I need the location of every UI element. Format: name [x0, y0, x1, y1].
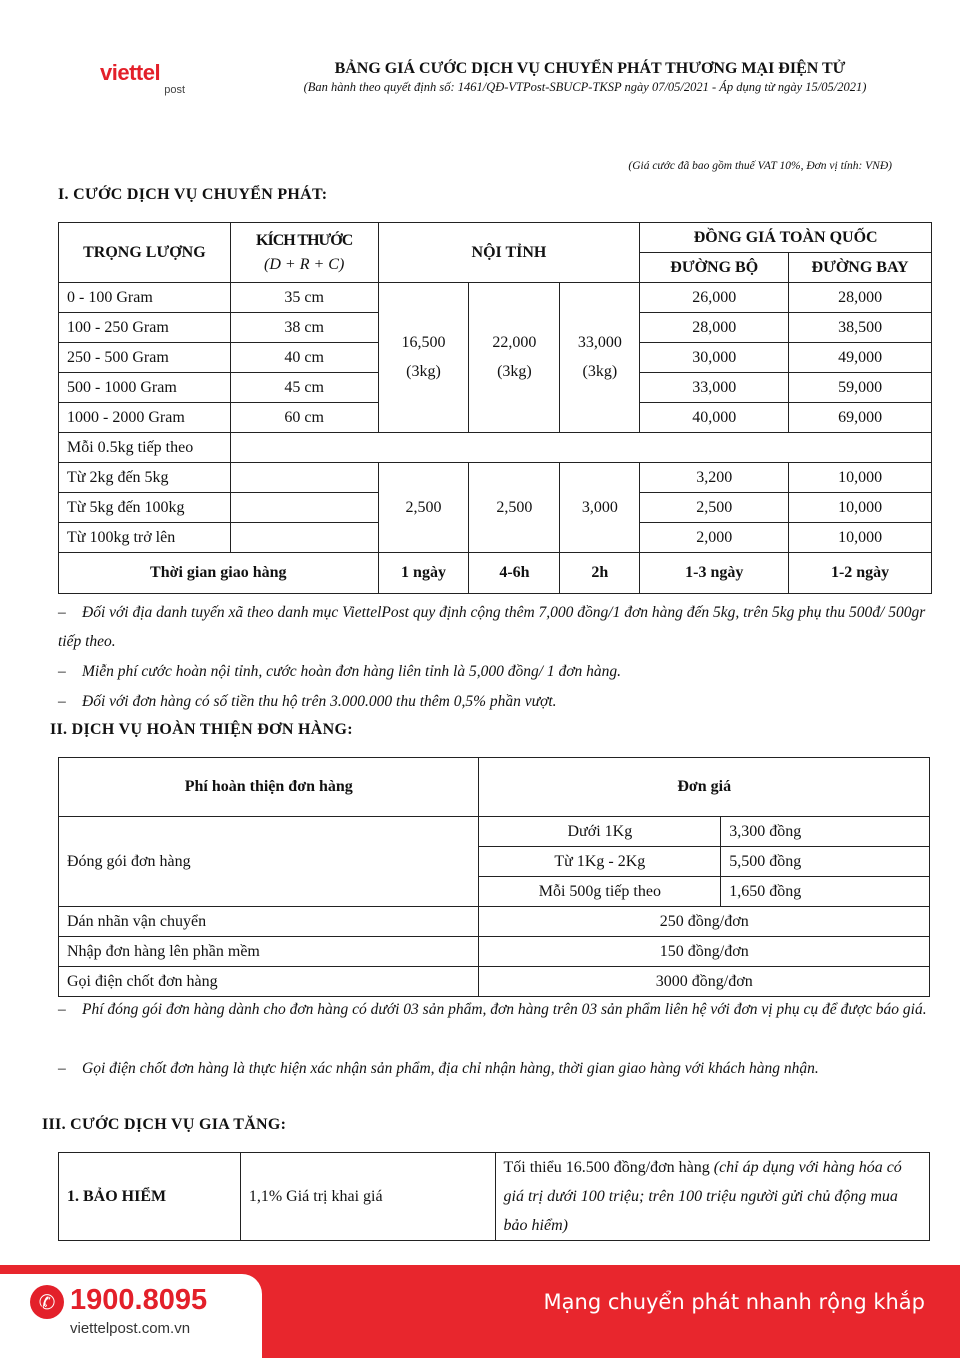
road-price-cell: 28,000 — [640, 313, 789, 343]
delivery-time-cell: 2h — [560, 553, 640, 594]
air-price-cell: 69,000 — [789, 403, 932, 433]
section-2-heading: II. DỊCH VỤ HOÀN THIỆN ĐƠN HÀNG: — [50, 721, 353, 738]
insurance-min: Tối thiểu 16.500 đồng/đơn hàng — [503, 1159, 710, 1176]
note-item: – Đối với địa danh tuyến xã theo danh mục ViettelPost quy định cộng thêm 7,000 đồng/1 đơn hàng đến 5kg, trên 5kg phụ thu 500đ/ 500gr tiếp theo. — [58, 604, 926, 650]
note-text: Đối với địa danh tuyến xã theo danh mục ViettelPost quy định cộng thêm 7,000 đồng/1 đơn hàng đến 5kg, trên 5kg phụ thu 500đ/ 500gr tiếp theo. — [58, 604, 926, 650]
service-label: Gọi điện chốt đơn hàng — [59, 967, 479, 997]
note-item: – Phí đóng gói đơn hàng dành cho đơn hàng có dưới 03 sản phẩm, đơn hàng trên 03 sản phẩm liên hệ với đơn vị phụ cụ để được báo giá. — [58, 1001, 927, 1018]
insurance-note: (chỉ áp dụng với hàng hóa có giá trị dưới 100 triệu; trên 100 triệu người gửi chủ động mua bảo hiểm) — [503, 1159, 902, 1234]
noitinh-base-3 — [560, 283, 640, 433]
document-title: BẢNG GIÁ CƯỚC DỊCH VỤ CHUYỂN PHÁT THƯƠNG MẠI ĐIỆN TỬ — [334, 60, 846, 77]
table-row — [59, 967, 930, 997]
size-cell: 45 cm — [230, 373, 378, 403]
road-price-cell: 2,000 — [640, 523, 789, 553]
header-fee: Phí hoàn thiện đơn hàng — [59, 758, 479, 817]
empty-cell — [230, 463, 378, 493]
empty-cell — [230, 493, 378, 523]
empty-cell — [230, 433, 931, 463]
noitinh-base-1 — [378, 283, 469, 433]
footer-slogan: Mạng chuyển phát nhanh rộng khắp — [543, 1290, 925, 1314]
delivery-time-cell: 1-3 ngày — [640, 553, 789, 594]
packing-condition: Mỗi 500g tiếp theo — [479, 877, 721, 907]
air-price-cell: 10,000 — [789, 463, 932, 493]
table-row — [59, 433, 932, 463]
road-price-cell: 2,500 — [640, 493, 789, 523]
delivery-time-row — [59, 553, 932, 594]
table-row — [59, 283, 932, 313]
header-national: ĐỒNG GIÁ TOÀN QUỐC — [640, 223, 932, 253]
noitinh-base-price: 22,000 — [492, 334, 537, 351]
noitinh-extra-1: 2,500 — [378, 463, 469, 553]
note-text: Miễn phí cước hoàn nội tỉnh, cước hoàn đơn hàng liên tỉnh là 5,000 đồng/ 1 đơn hàng. — [82, 663, 622, 680]
shipping-rate-table — [58, 222, 932, 594]
size-cell: 35 cm — [230, 283, 378, 313]
service-price: 250 đồng/đơn — [479, 907, 930, 937]
header-size — [230, 223, 378, 283]
header-unit-price: Đơn giá — [479, 758, 930, 817]
noitinh-extra-3: 3,000 — [560, 463, 640, 553]
packing-price: 1,650 đồng — [721, 877, 930, 907]
packing-label: Đóng gói đơn hàng — [59, 817, 479, 907]
noitinh-base-kg: (3kg) — [406, 363, 441, 380]
note-item: – Đối với đơn hàng có số tiền thu hộ trên 3.000.000 thu thêm 0,5% phần vượt. — [58, 693, 557, 710]
table-row — [59, 937, 930, 967]
road-price-cell: 30,000 — [640, 343, 789, 373]
header-size-formula: (D + R + C) — [264, 255, 345, 273]
table-row — [59, 907, 930, 937]
air-price-cell: 28,000 — [789, 283, 932, 313]
note-text: Phí đóng gói đơn hàng dành cho đơn hàng có dưới 03 sản phẩm, đơn hàng trên 03 sản phẩm liên hệ với đơn vị phụ cụ để được báo giá. — [82, 1001, 927, 1018]
weight-cell: 250 - 500 Gram — [59, 343, 231, 373]
website-link[interactable]: viettelpost.com.vn — [70, 1320, 191, 1337]
table-row — [59, 1153, 930, 1241]
delivery-time-label: Thời gian giao hàng — [59, 553, 379, 594]
empty-cell — [230, 523, 378, 553]
size-cell: 40 cm — [230, 343, 378, 373]
packing-condition: Từ 1Kg - 2Kg — [479, 847, 721, 877]
road-price-cell: 33,000 — [640, 373, 789, 403]
header-size-label: KÍCH THƯỚC — [256, 231, 353, 249]
header-road: ĐƯỜNG BỘ — [640, 253, 789, 283]
air-price-cell: 10,000 — [789, 493, 932, 523]
viettelpost-logo — [100, 62, 190, 96]
delivery-time-cell: 1 ngày — [378, 553, 469, 594]
noitinh-base-kg: (3kg) — [497, 363, 532, 380]
added-service-table — [58, 1152, 930, 1241]
weight-cell: Từ 5kg đến 100kg — [59, 493, 231, 523]
vat-note: (Giá cước đã bao gồm thuế VAT 10%, Đơn vị tính: VNĐ) — [628, 160, 892, 172]
delivery-time-cell: 1-2 ngày — [789, 553, 932, 594]
section-1-heading: I. CƯỚC DỊCH VỤ CHUYỂN PHÁT: — [58, 186, 328, 203]
noitinh-base-price: 33,000 — [577, 334, 622, 351]
noitinh-base-kg: (3kg) — [582, 363, 618, 380]
logo-text: viettel — [100, 60, 161, 85]
header-noi-tinh: NỘI TỈNH — [378, 223, 640, 283]
noitinh-base-2 — [469, 283, 560, 433]
delivery-time-cell: 4-6h — [469, 553, 560, 594]
header-air: ĐƯỜNG BAY — [789, 253, 932, 283]
insurance-rate: 1,1% Giá trị khai giá — [240, 1153, 495, 1241]
logo-subtext: post — [164, 84, 185, 96]
insurance-label: 1. BẢO HIỂM — [59, 1153, 241, 1241]
phone-icon: ✆ — [30, 1285, 64, 1319]
section-3-heading: III. CƯỚC DỊCH VỤ GIA TĂNG: — [42, 1116, 287, 1133]
insurance-condition — [495, 1153, 929, 1241]
service-price: 150 đồng/đơn — [479, 937, 930, 967]
weight-cell: Từ 100kg trở lên — [59, 523, 231, 553]
size-cell: 60 cm — [230, 403, 378, 433]
air-price-cell: 10,000 — [789, 523, 932, 553]
note-item: – Miễn phí cước hoàn nội tỉnh, cước hoàn đơn hàng liên tỉnh là 5,000 đồng/ 1 đơn hàng. — [58, 663, 622, 680]
note-text: Gọi điện chốt đơn hàng là thực hiện xác nhận sản phẩm, địa chỉ nhận hàng, thời gian giao hàng với khách hàng nhận. — [82, 1060, 819, 1077]
service-price: 3000 đồng/đơn — [479, 967, 930, 997]
service-label: Nhập đơn hàng lên phần mềm — [59, 937, 479, 967]
table-row — [59, 463, 932, 493]
packing-price: 5,500 đồng — [721, 847, 930, 877]
air-price-cell: 49,000 — [789, 343, 932, 373]
table-row — [59, 817, 930, 847]
document-subtitle: (Ban hành theo quyết định số: 1461/QĐ-VTPost-SBUCP-TKSP ngày 07/05/2021 - Áp dụng từ ngày 15/05/2021) — [303, 80, 867, 94]
hotline-number[interactable]: 1900.8095 — [70, 1284, 208, 1316]
note-item: – Gọi điện chốt đơn hàng là thực hiện xác nhận sản phẩm, địa chỉ nhận hàng, thời gian giao hàng với khách hàng nhận. — [58, 1060, 819, 1077]
weight-cell: 100 - 250 Gram — [59, 313, 231, 343]
note-text: Đối với đơn hàng có số tiền thu hộ trên 3.000.000 thu thêm 0,5% phần vượt. — [82, 693, 557, 710]
packing-price: 3,300 đồng — [721, 817, 930, 847]
weight-cell: Từ 2kg đến 5kg — [59, 463, 231, 493]
packing-condition: Dưới 1Kg — [479, 817, 721, 847]
road-price-cell: 3,200 — [640, 463, 789, 493]
weight-cell: 500 - 1000 Gram — [59, 373, 231, 403]
air-price-cell: 38,500 — [789, 313, 932, 343]
air-price-cell: 59,000 — [789, 373, 932, 403]
service-label: Dán nhãn vận chuyển — [59, 907, 479, 937]
road-price-cell: 40,000 — [640, 403, 789, 433]
extra-weight-label: Mỗi 0.5kg tiếp theo — [59, 433, 231, 463]
size-cell: 38 cm — [230, 313, 378, 343]
header-weight: TRỌNG LƯỢNG — [59, 223, 231, 283]
weight-cell: 0 - 100 Gram — [59, 283, 231, 313]
noitinh-extra-2: 2,500 — [469, 463, 560, 553]
order-service-table — [58, 757, 930, 997]
weight-cell: 1000 - 2000 Gram — [59, 403, 231, 433]
road-price-cell: 26,000 — [640, 283, 789, 313]
noitinh-base-price: 16,500 — [401, 334, 446, 351]
